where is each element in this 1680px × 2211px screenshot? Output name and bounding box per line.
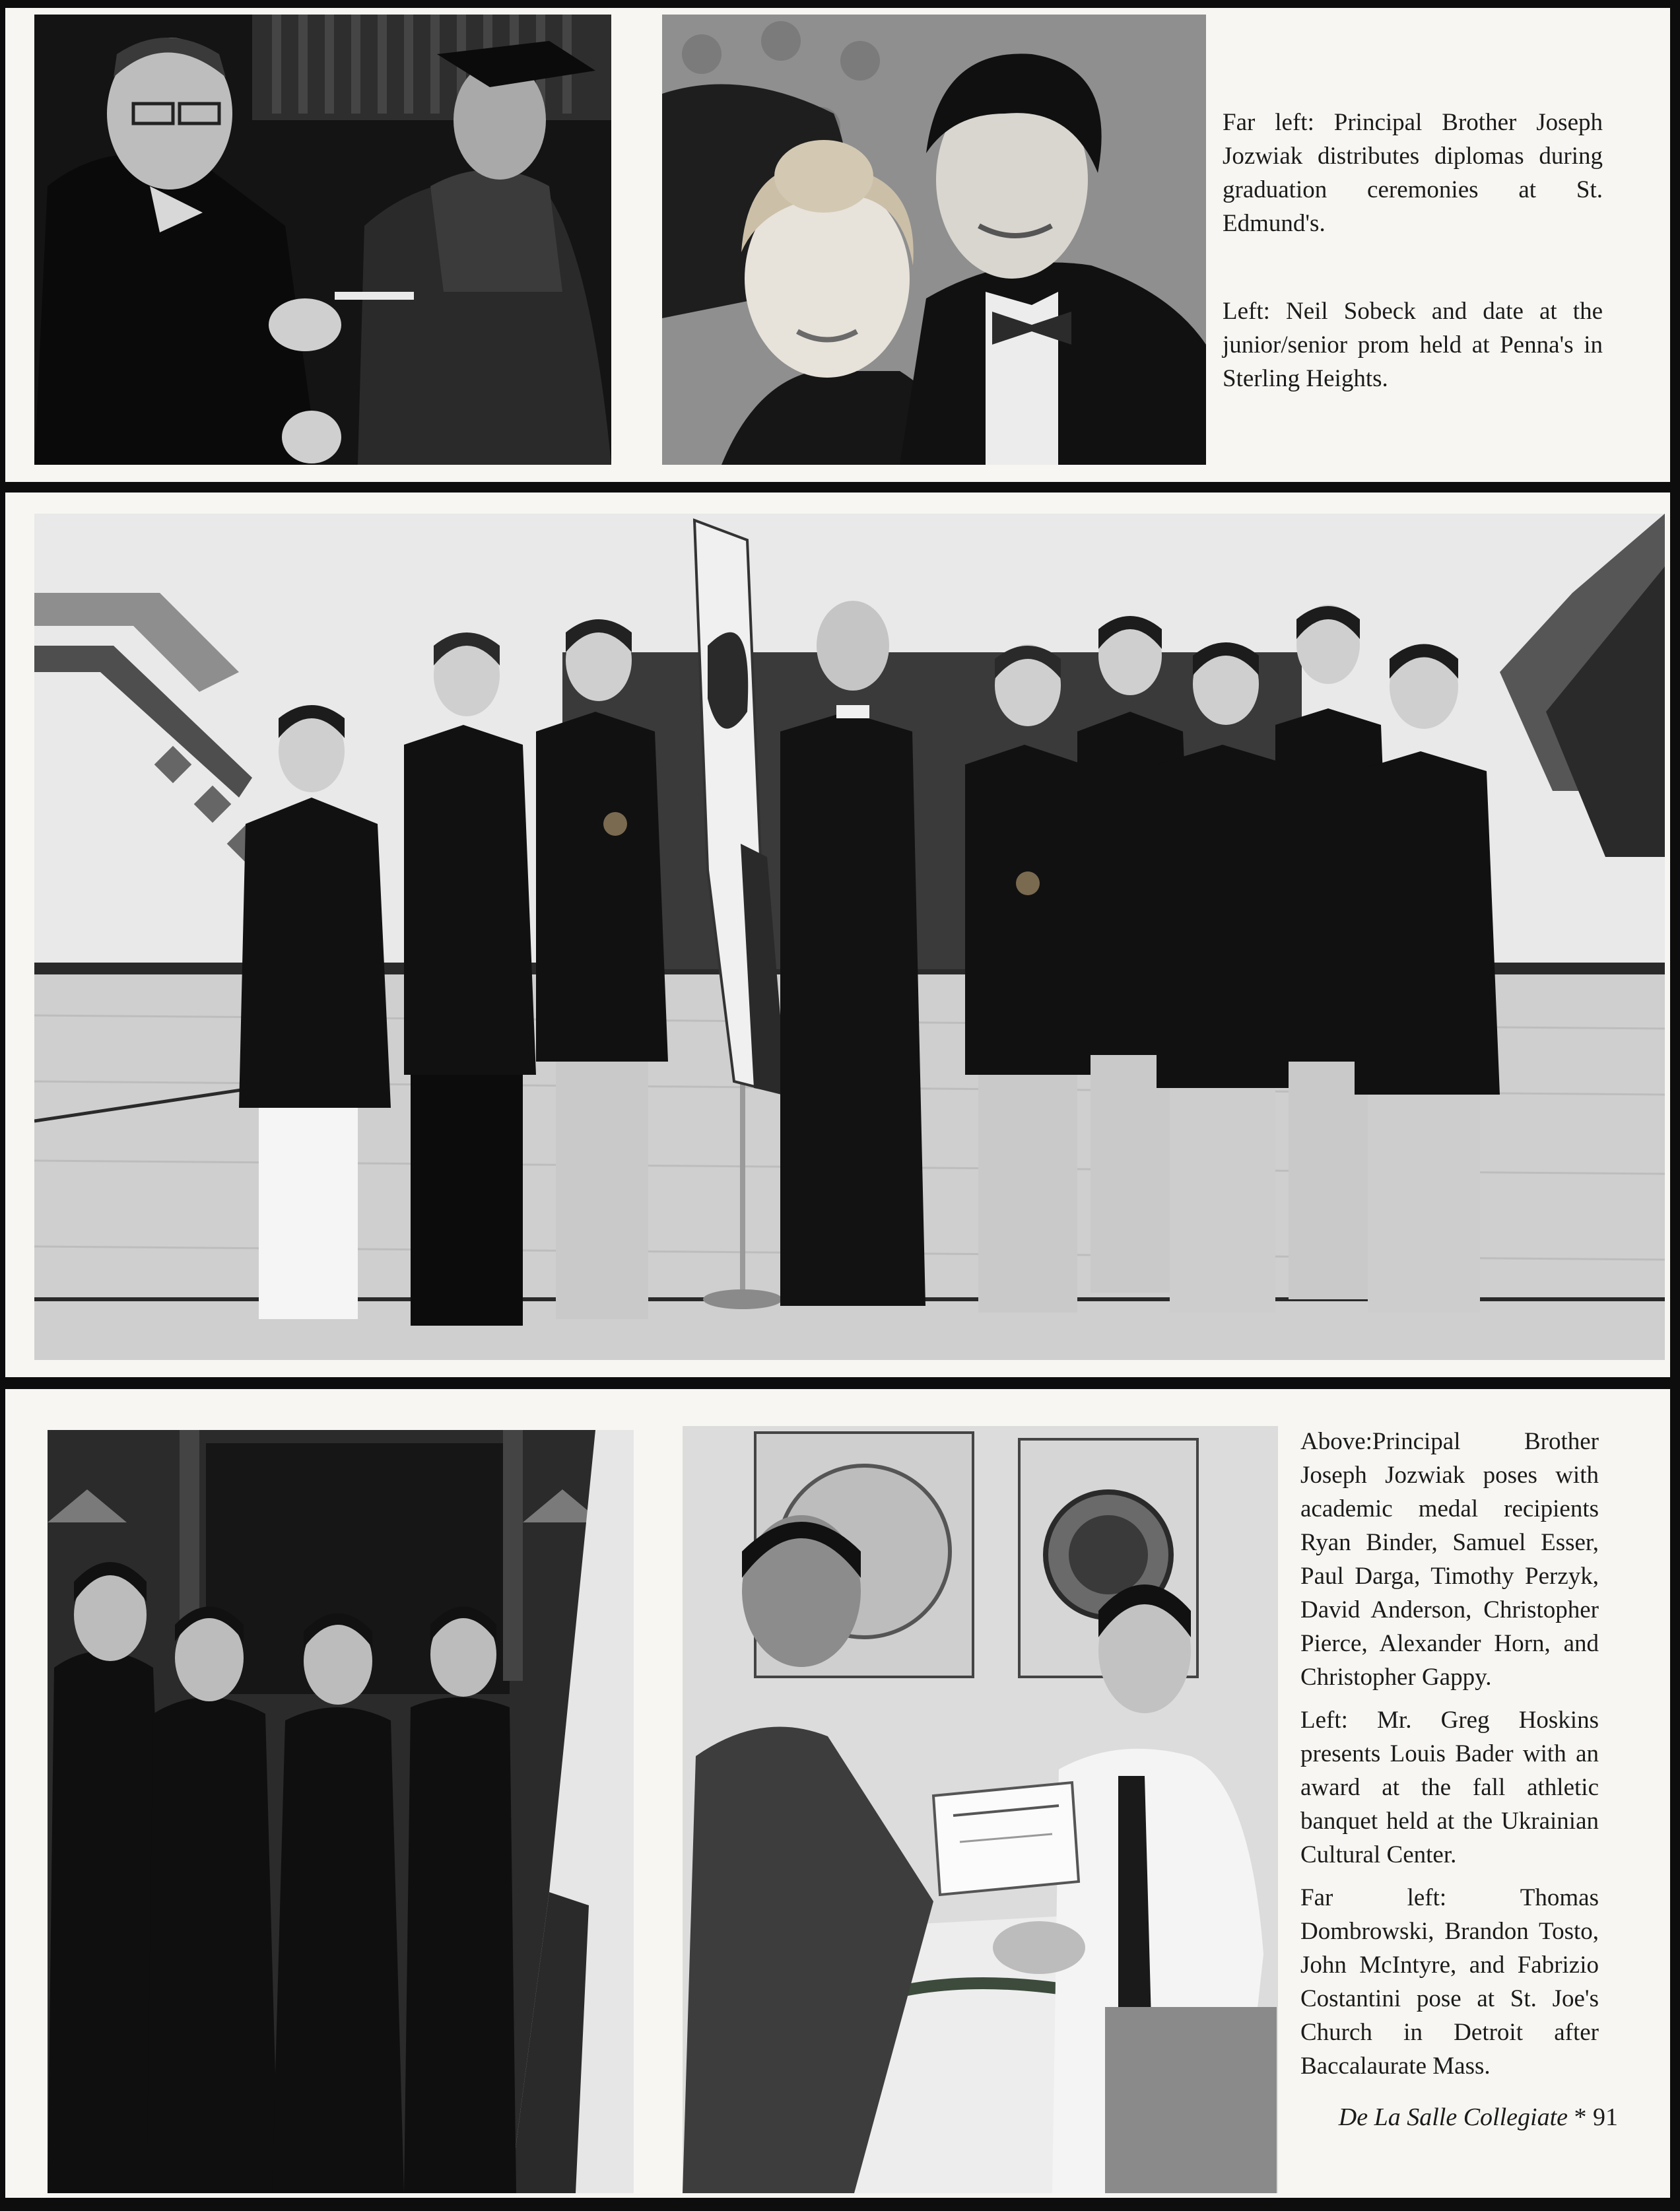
photo-baccalaureate-graduates xyxy=(48,1430,634,2193)
photo-diploma-presentation xyxy=(34,15,611,465)
caption-diploma: Far left: Principal Brother Joseph Jozwiak distributes diplomas during graduation ceremonies at St. Edmund's. xyxy=(1223,109,1603,237)
footer-separator: * xyxy=(1574,2103,1587,2131)
page-number: 91 xyxy=(1593,2103,1618,2131)
photo-prom-couple xyxy=(662,15,1206,465)
publication-name: De La Salle Collegiate xyxy=(1338,2103,1568,2131)
photo-award-presentation xyxy=(683,1426,1278,2193)
caption-medal-recipients: Above:Principal Brother Joseph Jozwiak poses with academic medal recipients Ryan Binder, Samuel Esser, Paul Darga, Timothy Perzyk, David Anderson, Christopher Pierce, Alexander Horn, and Christopher Gappy. xyxy=(1300,1428,1599,1691)
top-captions xyxy=(1223,106,1603,405)
page-footer xyxy=(1339,2103,1618,2132)
photo-academic-medal-recipients xyxy=(34,514,1665,1360)
bottom-captions xyxy=(1300,1425,1599,2092)
caption-baccalaureate: Far left: Thomas Dombrowski, Brandon Tosto, John McIntyre, and Fabrizio Costantini pose at St. Joe's Church in Detroit after Baccalaurate Mass. xyxy=(1300,1884,1599,2080)
caption-prom: Left: Neil Sobeck and date at the junior/senior prom held at Penna's in Sterling Heights. xyxy=(1223,298,1603,392)
caption-athletic-award: Left: Mr. Greg Hoskins presents Louis Bader with an award at the fall athletic banquet held at the Ukrainian Cultural Center. xyxy=(1300,1707,1599,1868)
